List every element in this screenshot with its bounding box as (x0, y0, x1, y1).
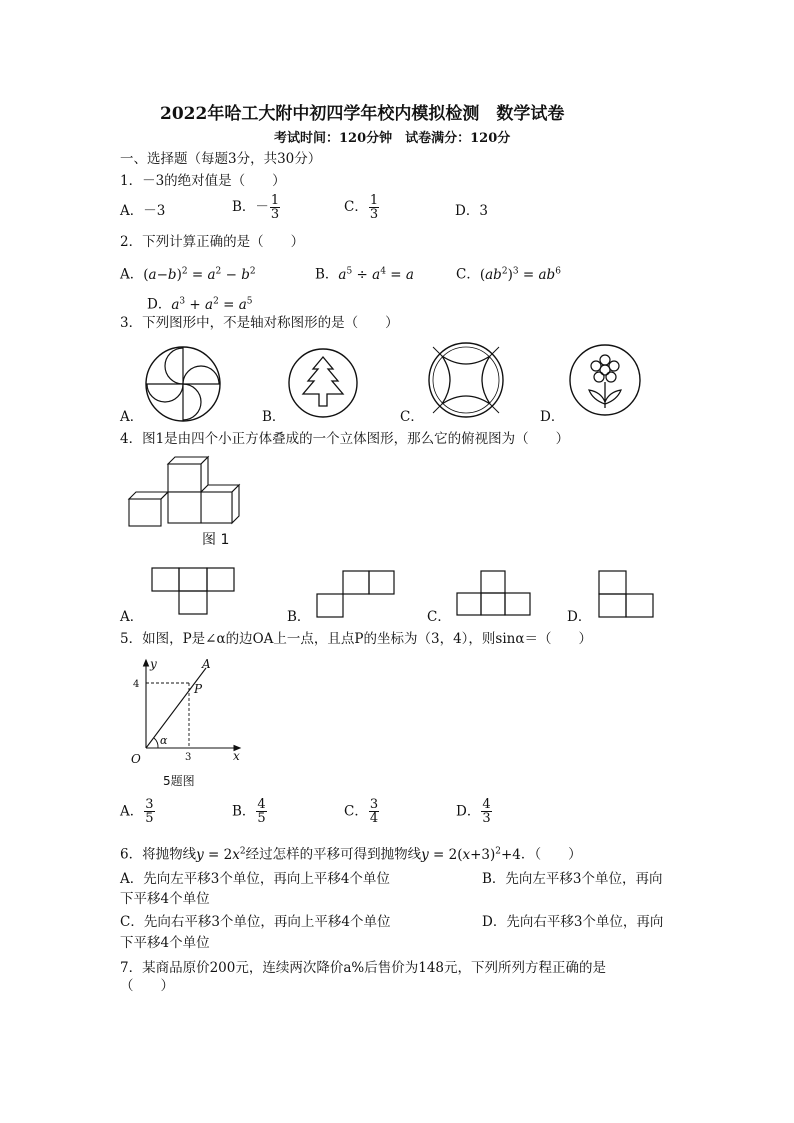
q2-option-b (315, 262, 414, 284)
q2-option-c (456, 262, 561, 284)
q4-option-a-view (151, 567, 236, 617)
q5-option-b-label: B． (232, 803, 256, 820)
q6-formula-2: $y = 2(x+3)^2+4$ (421, 846, 521, 863)
label-a: A (202, 657, 211, 671)
q6-option-d-line2: 下平移4个单位 (120, 935, 210, 951)
q2-option-c-label: C． (456, 266, 480, 283)
q6-option-b-line1: B．先向左平移3个单位，再向 (482, 871, 663, 887)
ray-oa (146, 668, 206, 748)
q4-label-b: B． (287, 609, 311, 625)
q4-label-a: A． (120, 609, 144, 625)
q1-option-a: A．－3 (120, 203, 166, 219)
q6-formula-1: $y = 2x^2$ (196, 846, 246, 863)
q3-figure-b-tree (288, 348, 358, 418)
q6-option-c: C．先向右平移3个单位，再向上平移4个单位 (120, 914, 391, 930)
q5-option-d (456, 798, 493, 825)
q4-option-b-view (316, 570, 396, 618)
y-axis-arrow (144, 660, 149, 666)
q7-paren: （ ） (120, 978, 174, 994)
q1-b-den: 3 (270, 207, 280, 222)
q5-option-c (344, 798, 380, 825)
q1-option-d: D．3 (455, 203, 488, 219)
q2-option-b-label: B． (315, 266, 339, 283)
q3-figure-a-pinwheel (145, 346, 221, 422)
q5-b-den: 5 (257, 811, 266, 826)
q6-option-b-line2: 下平移4个单位 (120, 891, 210, 907)
q4-figure-caption: 图 1 (202, 532, 230, 548)
q1-option-b-fraction (270, 194, 280, 221)
q4-option-c-view (456, 570, 532, 616)
q6-option-d-line1: D．先向右平移3个单位，再向 (482, 914, 664, 930)
q1-option-c-fraction (369, 194, 379, 221)
q5-a-den: 5 (145, 811, 154, 826)
q5-option-a-label: A． (120, 803, 144, 820)
q1-b-num: 1 (270, 193, 280, 208)
q4-label-d: D． (567, 609, 592, 625)
q3-label-c: C． (400, 409, 424, 425)
q6-stem-end: ．（ ） (520, 846, 582, 863)
angle-arc (154, 738, 158, 748)
q1-option-b-label: B．－ (232, 199, 269, 215)
q5-stem: 5．如图，P是∠α的边OA上一点，且点P的坐标为（3，4），则sinα＝（ ） (120, 631, 592, 647)
q5-d-num: 4 (482, 797, 491, 812)
q5-option-b-fraction (256, 798, 266, 825)
q6-stem-start: 6．将抛物线 (120, 846, 197, 863)
label-origin: O (131, 752, 141, 766)
q4-stem: 4．图1是由四个小正方体叠成的一个立体图形，那么它的俯视图为（ ） (120, 431, 570, 447)
section-heading: 一、选择题（每题3分，共30分） (120, 151, 322, 167)
page-title: 2022年哈工大附中初四学年校内模拟检测 数学试卷 (160, 104, 565, 124)
q2-option-d-label: D． (147, 296, 172, 313)
q6-stem (120, 842, 582, 864)
q5-figure-coordinate (128, 656, 248, 766)
q5-option-a (120, 798, 156, 825)
q1-c-den: 3 (369, 207, 379, 222)
q1-option-b (232, 194, 281, 221)
q5-option-b (232, 798, 268, 825)
q2-option-b-formula: $a^5 \div a^4 = a$ (338, 266, 414, 283)
q1-c-num: 1 (369, 193, 379, 208)
q5-option-d-label: D． (456, 803, 481, 820)
q2-option-c-formula: $(ab^2)^3 = ab^6$ (479, 266, 561, 283)
q2-option-d (147, 292, 253, 314)
q6-stem-mid: 经过怎样的平移可得到抛物线 (245, 846, 422, 863)
q3-label-a: A． (120, 409, 144, 425)
tick-4: 4 (133, 679, 140, 690)
q3-stem: 3．下列图形中，不是轴对称图形的是（ ） (120, 315, 399, 331)
q6-option-a: A．先向左平移3个单位，再向上平移4个单位 (120, 871, 390, 887)
q5-option-a-fraction (144, 798, 154, 825)
q2-stem: 2．下列计算正确的是（ ） (120, 234, 305, 250)
q4-option-d-view (598, 570, 656, 620)
q2-option-a-label: A． (120, 266, 144, 283)
q5-d-den: 3 (482, 811, 491, 826)
q1-stem: 1．－3的绝对值是（ ） (120, 173, 286, 189)
q5-figure-caption: 5题图 (163, 774, 195, 788)
label-p: P (194, 682, 203, 696)
exam-info: 考试时间：120分钟 试卷满分：120分 (274, 131, 511, 146)
q5-c-den: 4 (369, 811, 379, 826)
q4-label-c: C． (427, 609, 451, 625)
q2-option-a (120, 262, 256, 284)
q5-b-num: 4 (257, 797, 266, 812)
q7-stem: 7．某商品原价200元，连续两次降价a%后售价为148元，下列所列方程正确的是 (120, 960, 606, 976)
q5-option-c-fraction (369, 798, 379, 825)
q3-label-b: B． (262, 409, 286, 425)
q5-option-d-fraction (481, 798, 491, 825)
label-x: x (233, 749, 240, 763)
q5-c-num: 3 (369, 797, 379, 812)
label-y: y (150, 657, 157, 671)
q2-option-d-formula: $a^3 + a^2 = a^5$ (171, 296, 253, 313)
q5-a-num: 3 (145, 797, 154, 812)
q1-option-c-label: C． (344, 199, 368, 215)
q4-figure-cubes (128, 455, 243, 530)
q5-option-c-label: C． (344, 803, 368, 820)
q1-option-c (344, 194, 380, 221)
q3-figure-d-flower (569, 344, 641, 416)
q3-figure-c-circle-arcs (428, 342, 504, 418)
q3-label-d: D． (540, 409, 565, 425)
tick-3: 3 (185, 752, 192, 763)
label-alpha: α (160, 734, 168, 747)
q2-option-a-formula: $(a-b)^2 = a^2 - b^2$ (143, 266, 256, 283)
